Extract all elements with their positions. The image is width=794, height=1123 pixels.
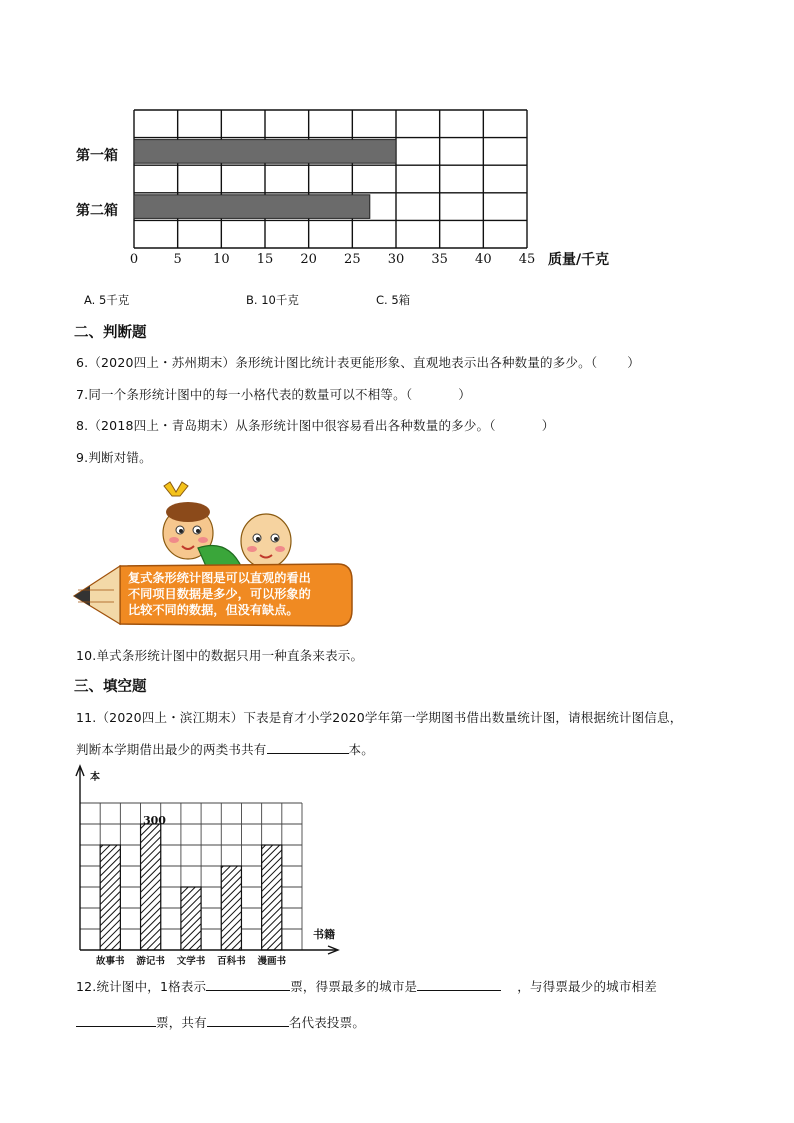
- x-tick-label: 5: [173, 252, 182, 267]
- cartoon-pencil-illustration: [70, 478, 360, 648]
- question-12-p5: 名代表投票。: [288, 1015, 366, 1030]
- x-tick-label: 25: [344, 252, 361, 267]
- question-12-p3: ，与得票最少的城市相差: [517, 979, 657, 994]
- option-c[interactable]: C. 5箱: [376, 293, 411, 307]
- question-12-blank1[interactable]: [206, 978, 290, 991]
- horizontal-bar-chart: [0, 0, 794, 280]
- question-12-blank2[interactable]: [417, 978, 501, 991]
- bar-label-box2: 第二箱: [76, 203, 118, 219]
- y-axis-label: 本: [90, 772, 100, 783]
- pencil-text-line2: 不同项目数据是多少，可以形象的: [128, 587, 311, 601]
- x-axis-unit: 质量/千克: [548, 252, 610, 268]
- section-heading-fill-blank: 三、填空题: [74, 679, 147, 695]
- x-tick-label: 45: [518, 252, 536, 267]
- question-12-p2: 票，得票最多的城市是: [290, 979, 418, 994]
- question-7-text: 7.同一个条形统计图中的每一小格代表的数量可以不相等。（: [76, 387, 413, 402]
- x-tick-label: 0: [129, 252, 139, 267]
- bar-annotation: 300: [143, 814, 166, 827]
- question-7-close: ）: [458, 387, 471, 402]
- chart-grid: [0, 0, 794, 280]
- bar-label-box1: 第一箱: [76, 148, 118, 164]
- question-11-unit: 本。: [348, 742, 374, 757]
- category-label: 游记书: [136, 956, 165, 967]
- x-tick-label: 35: [431, 252, 448, 267]
- option-a[interactable]: A. 5千克: [84, 293, 130, 307]
- option-b[interactable]: B. 10千克: [246, 293, 299, 307]
- book-bar: [262, 845, 282, 950]
- question-6-text: 6.（2020四上・苏州期末）条形统计图比统计表更能形象、直观地表示出各种数量的多少。（: [76, 355, 598, 370]
- x-tick-label: 10: [213, 252, 230, 267]
- question-12-p1: 12.统计图中，1格表示: [76, 979, 207, 994]
- question-12-blank3[interactable]: [76, 1014, 156, 1027]
- x-tick-label: 20: [300, 252, 317, 267]
- book-bar: [221, 866, 241, 950]
- x-tick-label: 15: [256, 252, 274, 267]
- question-11-text: 判断本学期借出最少的两类书共有: [76, 742, 267, 757]
- book-bar: [100, 845, 120, 950]
- question-11-line1: 11.（2020四上・滨江期末）下表是育才小学2020学年第一学期图书借出数量统计图，请根据统计图信息，: [76, 710, 683, 725]
- category-label: 漫画书: [257, 956, 286, 967]
- question-10: 10.单式条形统计图中的数据只用一种直条来表示。: [76, 648, 364, 663]
- question-6-close: ）: [627, 355, 640, 370]
- question-11-blank[interactable]: [267, 741, 349, 754]
- category-label: 文学书: [176, 956, 206, 967]
- question-8-text: 8.（2018四上・青岛期末）从条形统计图中很容易看出各种数量的多少。（: [76, 418, 496, 433]
- book-bar: [141, 824, 161, 950]
- question-8-close: ）: [541, 418, 555, 433]
- pencil-text: [128, 570, 350, 618]
- x-axis-label: 书籍: [313, 928, 335, 941]
- question-12-blank4[interactable]: [207, 1014, 289, 1027]
- category-label: 百科书: [217, 956, 246, 967]
- question-12-line1: [76, 977, 657, 995]
- question-9: 9.判断对错。: [76, 450, 152, 465]
- cartoon-kids-icon: [70, 478, 360, 648]
- category-label: 故事书: [96, 956, 125, 967]
- x-tick-label: 30: [387, 252, 405, 267]
- question-6: [76, 353, 640, 371]
- pencil-text-line1: 复式条形统计图是可以直观的看出: [128, 571, 311, 585]
- bar-box2: [134, 195, 370, 219]
- question-11-line2: [76, 740, 374, 758]
- pencil-text-line3: 比较不同的数据，但没有缺点。: [128, 603, 299, 617]
- question-12-p4: 票，共有: [156, 1015, 207, 1030]
- question-8: [76, 416, 554, 434]
- x-tick-label: 40: [475, 252, 492, 267]
- bar-box1: [134, 140, 396, 164]
- books-bar-chart: [60, 760, 360, 970]
- section-heading-judgement: 二、判断题: [74, 325, 147, 341]
- question-7: [76, 385, 471, 403]
- question-12-line2: [76, 1013, 365, 1031]
- book-bar: [181, 887, 201, 950]
